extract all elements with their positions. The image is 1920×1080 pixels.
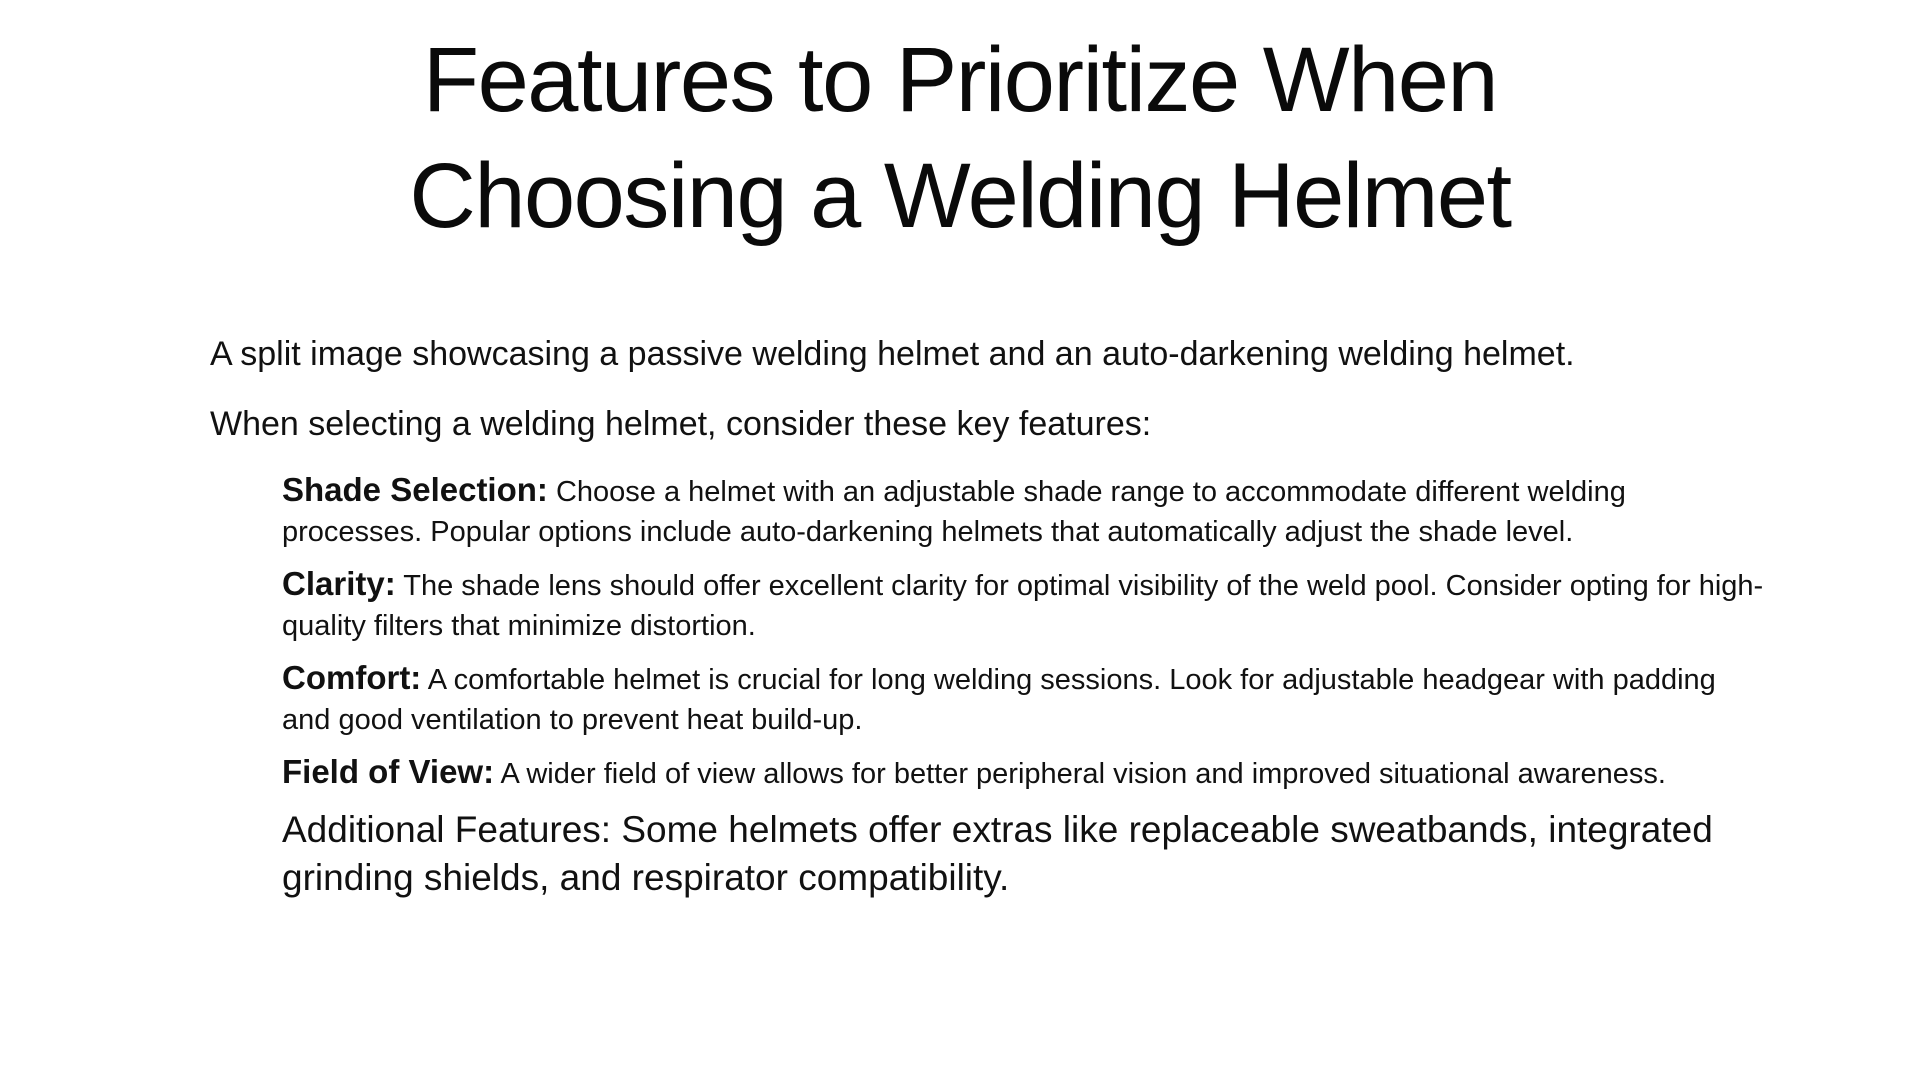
feature-field-of-view	[282, 752, 1770, 794]
feature-lead: Shade Selection:	[282, 471, 548, 508]
feature-text: The shade lens should offer excellent clarity for optimal visibility of the weld pool. Consider opting for high-quality filters that minimize distortion.	[282, 570, 1764, 642]
feature-lead: Clarity:	[282, 565, 396, 602]
feature-list	[282, 470, 1770, 902]
title-line-1: Features to Prioritize When	[422, 29, 1498, 131]
feature-additional: Additional Features: Some helmets offer extras like replaceable sweatbands, integrated grinding shields, and respirator compatibility.	[282, 809, 1713, 898]
slide-body	[210, 332, 1770, 914]
feature-lead: Field of View:	[282, 753, 495, 790]
slide-title	[160, 22, 1760, 254]
feature-lead: Comfort:	[282, 659, 422, 696]
feature-text: A comfortable helmet is crucial for long welding sessions. Look for adjustable headgear with padding and good ventilation to prevent heat build-up.	[282, 664, 1716, 736]
title-line-2: Choosing a Welding Helmet	[409, 145, 1511, 247]
feature-text: A wider field of view allows for better peripheral vision and improved situational awareness.	[494, 758, 1666, 790]
intro-text: When selecting a welding helmet, consider these key features:	[210, 405, 1152, 443]
image-caption: A split image showcasing a passive welding helmet and an auto-darkening welding helmet.	[210, 335, 1575, 373]
feature-shade-selection	[282, 470, 1770, 552]
feature-comfort	[282, 658, 1770, 740]
feature-text: Choose a helmet with an adjustable shade range to accommodate different welding processes. Popular options include auto-darkening helmets that automatically adjust the shade level.	[282, 476, 1626, 548]
feature-clarity	[282, 564, 1770, 646]
